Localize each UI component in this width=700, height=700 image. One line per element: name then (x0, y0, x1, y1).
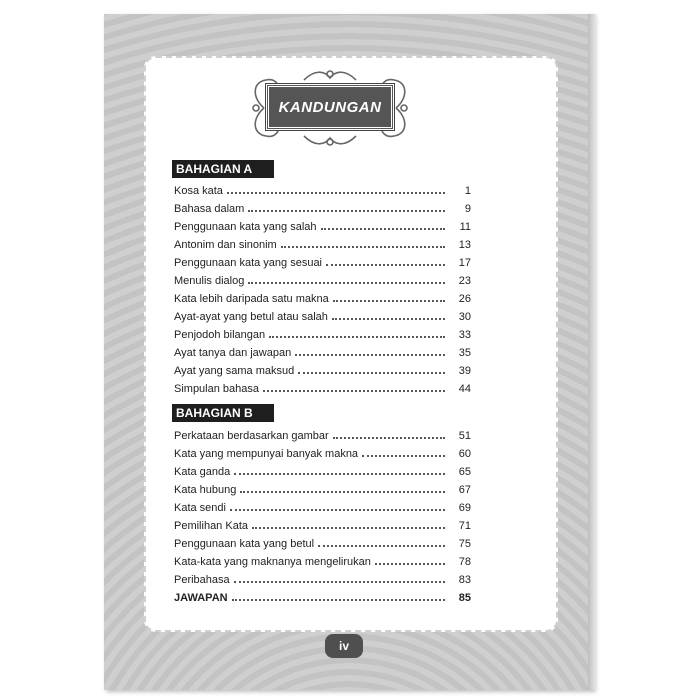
toc-entry[interactable] (174, 363, 471, 377)
toc-entry-page: 67 (458, 484, 471, 496)
toc-entry-page: 71 (458, 520, 471, 532)
toc-entry-title: Penggunaan kata yang sesuai (174, 257, 323, 269)
toc-entry[interactable] (174, 327, 471, 341)
toc-entry-title: Bahasa dalam (174, 203, 245, 215)
dot-leader (281, 246, 445, 248)
toc-entry[interactable] (174, 345, 471, 359)
toc-entry[interactable] (174, 291, 471, 305)
toc-entry-page: 13 (458, 239, 471, 251)
toc-entry-title: Antonim dan sinonim (174, 239, 277, 251)
dot-leader (332, 318, 445, 320)
toc-entry-title: Ayat tanya dan jawapan (174, 347, 292, 359)
toc-entry[interactable] (174, 536, 471, 550)
toc-entry-page: 9 (464, 203, 471, 215)
toc-entry-title: Kata hubung (174, 484, 237, 496)
dot-leader (248, 282, 445, 284)
toc-entry[interactable] (174, 464, 471, 478)
toc-entry-page: 44 (458, 383, 471, 395)
toc-entry-title: Simpulan bahasa (174, 383, 260, 395)
toc-entry[interactable] (174, 273, 471, 287)
toc-entry-page: 33 (458, 329, 471, 341)
toc-entry-title: Penggunaan kata yang betul (174, 538, 315, 550)
toc-entry[interactable] (174, 500, 471, 514)
dot-leader (263, 390, 445, 392)
toc-entry[interactable] (174, 572, 471, 586)
dot-leader (248, 210, 445, 212)
toc-entry[interactable] (174, 309, 471, 323)
toc-entry-page: 26 (458, 293, 471, 305)
heading-banner (244, 68, 416, 148)
toc-entry-page: 17 (458, 257, 471, 269)
heading-title: KANDUNGAN (266, 84, 394, 130)
toc-entry-title: Kata yang mempunyai banyak makna (174, 448, 359, 460)
toc-entry-page: 60 (458, 448, 471, 460)
dot-leader (234, 473, 445, 475)
dot-leader (227, 192, 445, 194)
toc-entry[interactable] (174, 201, 471, 215)
toc-entry-title: Ayat yang sama maksud (174, 365, 295, 377)
toc-entry-page: 23 (458, 275, 471, 287)
toc-entry-title: Penjodoh bilangan (174, 329, 266, 341)
section-header-b: BAHAGIAN B (172, 404, 274, 422)
dot-leader (252, 527, 445, 529)
dot-leader (295, 354, 445, 356)
toc-entry-page: 85 (458, 592, 471, 604)
toc-entry-title: Ayat-ayat yang betul atau salah (174, 311, 328, 323)
toc-entry-title: Kata ganda (174, 466, 231, 478)
toc-entry[interactable] (174, 381, 471, 395)
toc-entry-title: Pemilihan Kata (174, 520, 248, 532)
toc-entry[interactable] (174, 219, 471, 233)
toc-entry-title: Kosa kata (174, 185, 223, 197)
toc-entry-page: 51 (458, 430, 471, 442)
toc-entry[interactable] (174, 554, 471, 568)
dot-leader (298, 372, 445, 374)
toc-entry-page: 35 (458, 347, 471, 359)
dot-leader (240, 491, 445, 493)
dot-leader (333, 437, 445, 439)
toc-entry-title: Kata-kata yang maknanya mengelirukan (174, 556, 371, 568)
toc-entry[interactable] (174, 518, 471, 532)
toc-entry[interactable] (174, 482, 471, 496)
toc-entry-answers[interactable] (174, 590, 471, 604)
toc-entry-title: Perkataan berdasarkan gambar (174, 430, 329, 442)
toc-entry-page: 78 (458, 556, 471, 568)
toc-entry-page: 75 (458, 538, 471, 550)
toc-entry-title: Kata sendi (174, 502, 226, 514)
toc-entry[interactable] (174, 428, 471, 442)
toc-entry-page: 1 (464, 185, 471, 197)
toc-entry-page: 83 (458, 574, 471, 586)
dot-leader (375, 563, 445, 565)
dot-leader (321, 228, 445, 230)
toc-entry-page: 39 (458, 365, 471, 377)
page-number-badge: iv (325, 634, 363, 658)
toc-entry-title: Peribahasa (174, 574, 230, 586)
toc-entry-title: Menulis dialog (174, 275, 245, 287)
toc-entry-title: Kata lebih daripada satu makna (174, 293, 329, 305)
toc-entry-page: 65 (458, 466, 471, 478)
dot-leader (269, 336, 445, 338)
toc-entry[interactable] (174, 446, 471, 460)
dot-leader (362, 455, 445, 457)
section-header-a: BAHAGIAN A (172, 160, 274, 178)
dot-leader (333, 300, 445, 302)
toc-entry-page: 11 (459, 221, 471, 233)
dot-leader (232, 599, 445, 601)
page-edge (588, 14, 596, 690)
toc-entry[interactable] (174, 237, 471, 251)
dot-leader (326, 264, 445, 266)
dot-leader (234, 581, 445, 583)
toc-entry-title: JAWAPAN (174, 592, 228, 604)
dot-leader (230, 509, 445, 511)
toc-entry[interactable] (174, 255, 471, 269)
toc-entry[interactable] (174, 183, 471, 197)
dot-leader (318, 545, 445, 547)
toc-entry-page: 69 (458, 502, 471, 514)
toc-entry-page: 30 (458, 311, 471, 323)
toc-entry-title: Penggunaan kata yang salah (174, 221, 317, 233)
